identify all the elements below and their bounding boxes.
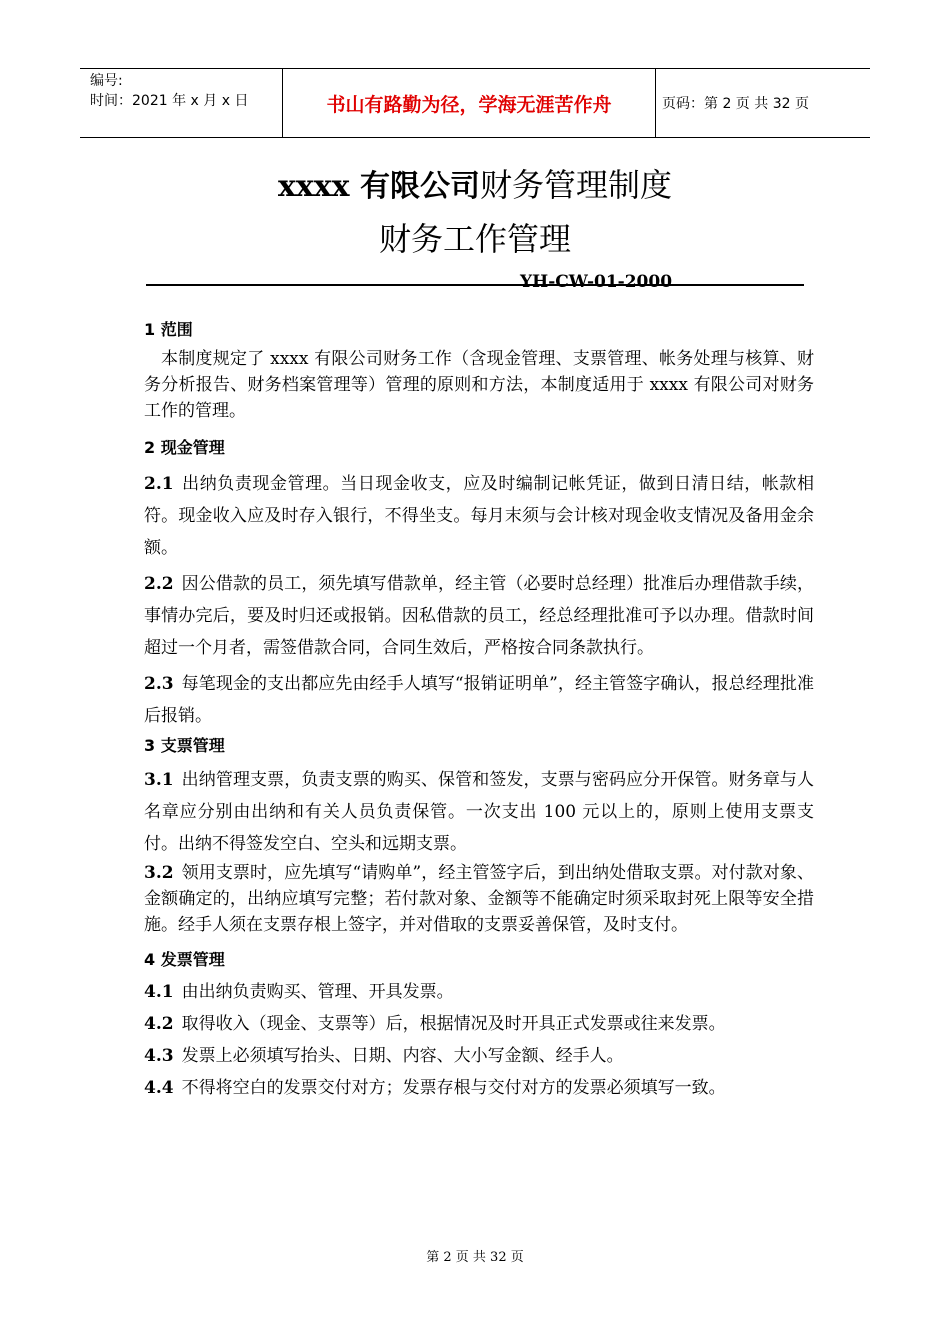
list-item: 4.2 取得收入（现金、支票等）后，根据情况及时开具正式发票或往来发票。: [144, 1014, 726, 1034]
header-motto: 书山有路勤为径，学海无涯苦作舟: [282, 69, 656, 137]
list-item: 3.1 出纳管理支票，负责支票的购买、保管和签发，支票与密码应分开保管。财务章与人名章应分别由出纳和有关人员负责保管。一次支出 100 元以上的，原则上使用支票支付。出纳不得签发空白、空头和远期支票。: [144, 770, 814, 854]
doc-code-label: 编号:: [90, 73, 123, 89]
list-item: 2.2 因公借款的员工，须先填写借款单，经主管（必要时总经理）批准后办理借款手续，事情办完后，要及时归还或报销。因私借款的员工，经总经理批准可予以办理。借款时间超过一个月者，需签借款合同，合同生效后，严格按合同条款执行。: [144, 574, 814, 658]
page-footer: 第 2 页 共 32 页: [426, 1250, 524, 1265]
list-item: 4.4 不得将空白的发票交付对方；发票存根与交付对方的发票必须填写一致。: [144, 1078, 726, 1098]
document-body: [144, 318, 814, 1104]
document-subtitle: 财务工作管理: [378, 220, 571, 258]
section-heading: 3 支票管理: [144, 736, 225, 755]
document-code: YH-CW-01-2000: [520, 272, 673, 292]
header-table: [80, 68, 870, 138]
doc-time: 时间：2021 年 x 月 x 日: [90, 93, 249, 109]
list-item: 2.1 出纳负责现金管理。当日现金收支，应及时编制记帐凭证，做到日清日结，帐款相符。现金收入应及时存入银行，不得坐支。每月末须与会计核对现金收支情况及备用金余额。: [144, 474, 814, 558]
document-title: [0, 160, 950, 206]
list-item: 3.2 领用支票时，应先填写“请购单”，经主管签字后，到出纳处借取支票。对付款对象、金额确定的，出纳应填写完整；若付款对象、金额等不能确定时须采取封死上限等安全措施。经手人须在支票存根上签字，并对借取的支票妥善保管，及时支付。: [144, 863, 814, 935]
title-main: 财务管理制度: [479, 166, 672, 204]
title-company: xxxx 有限公司: [277, 169, 480, 204]
title-divider: [146, 284, 804, 286]
paragraph: 本制度规定了 xxxx 有限公司财务工作（含现金管理、支票管理、帐务处理与核算、财务分析报告、财务档案管理等）管理的原则和方法，本制度适用于 xxxx 有限公司对财务工作的管理。: [144, 349, 814, 421]
section-heading: 1 范围: [144, 320, 193, 339]
list-item: 4.1 由出纳负责购买、管理、开具发票。: [144, 982, 454, 1002]
list-item: 2.3 每笔现金的支出都应先由经手人填写“报销证明单”，经主管签字确认，报总经理批准后报销。: [144, 674, 814, 726]
header-page-info: 页码：第 2 页 共 32 页: [662, 96, 809, 112]
section-heading: 4 发票管理: [144, 950, 225, 969]
section-heading: 2 现金管理: [144, 438, 225, 457]
header-left: [80, 69, 282, 137]
list-item: 4.3 发票上必须填写抬头、日期、内容、大小写金额、经手人。: [144, 1046, 624, 1066]
